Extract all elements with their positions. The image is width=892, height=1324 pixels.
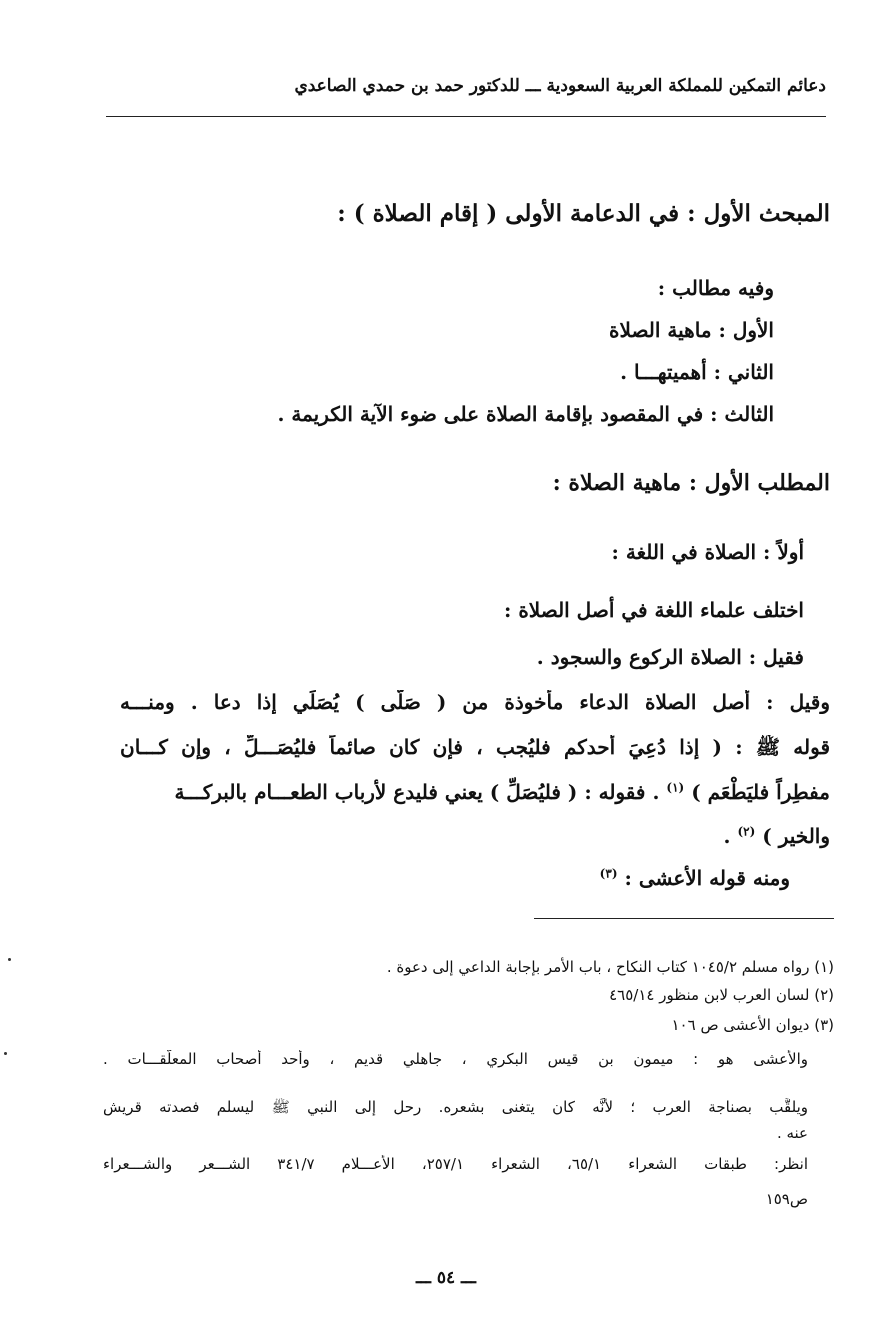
subsection-heading: المطلب الأول : ماهية الصلاة : (552, 470, 830, 496)
footnote: (١) رواه مسلم ١٠٤٥/٢ كتاب النكاح ، باب الأمر بإجابة الداعي إلى دعوة . (386, 958, 834, 976)
footnote-mark: (٢) (737, 824, 756, 839)
paragraph-line: اختلف علماء اللغة في أصل الصلاة : (503, 598, 804, 622)
footnote: (٣) ديوان الأعشى ص ١٠٦ (671, 1016, 834, 1034)
quote-text: . فقوله : ( فليُصَلِّ ) يعني فليدع لأرباب الطعـــام بالبركـــة (174, 780, 660, 804)
paragraph-line (130, 824, 830, 848)
paragraph-line: وقيل : أصل الصلاة الدعاء مأخوذة من ( صَلَّى ) يُصَلِّي إذا دعا . ومنـــه (120, 690, 830, 714)
footnote-line: عنه . (776, 1124, 808, 1142)
quote-text: والخير ) (762, 824, 830, 848)
paragraph-line: فقيل : الصلاة الركوع والسجود . (536, 645, 804, 669)
footnote-line: ويلقَّب بصناجة العرب ؛ لأنَّه كان يتغنى بشعره. رحل إلى النبي ﷺ ليسلم فصدته قريش (103, 1098, 808, 1116)
scan-speck (4, 1052, 7, 1055)
paragraph-line (130, 780, 830, 804)
paragraph-line: قوله ﷺ : ( إذا دُعِيَ أحدكم فليُجب ، فإن كان صائماً فليُصَـــلِّ ، وإن كـــان (120, 735, 830, 759)
footnote-line: ص١٥٩ (765, 1190, 808, 1208)
footnote-line: انظر: طبقات الشعراء ٦٥/١، الشعراء ٢٥٧/١، الأعـــلام ٣٤١/٧ الشـــعر والشـــعراء (103, 1155, 808, 1173)
topic-item: الأول : ماهية الصلاة (609, 318, 774, 342)
footnote-mark: (١) (666, 780, 685, 795)
quote-text: ومنه قوله الأعشى : (624, 866, 790, 890)
topics-intro: وفيه مطالب : (657, 276, 774, 300)
topic-item: الثالث : في المقصود بإقامة الصلاة على ضوء الآية الكريمة . (277, 402, 774, 426)
quote-text: . (723, 824, 731, 848)
footnote: (٢) لسان العرب لابن منظور ٤٦٥/١٤ (609, 986, 834, 1004)
running-header: دعائم التمكين للمملكة العربية السعودية ـــ للدكتور حمد بن حمدي الصاعدي (294, 76, 826, 96)
footnote-mark: (٣) (599, 866, 618, 881)
page-number: ـــ ٥٤ ـــ (415, 1268, 476, 1288)
paragraph-line (90, 866, 790, 890)
point-heading: أولاً : الصلاة في اللغة : (611, 540, 804, 564)
section-heading: المبحث الأول : في الدعامة الأولى ( إقام الصلاة ) : (337, 200, 830, 227)
topic-item: الثاني : أهميتهـــا . (620, 360, 774, 384)
quote-text: مفطِراً فليَطْعَم ) (691, 780, 830, 804)
footnote-line: والأعشى هو : ميمون بن قيس البكري ، جاهلي قديم ، وأحد أصحاب المعلَّقـــات . (103, 1050, 808, 1068)
header-rule (106, 116, 826, 117)
scan-speck (8, 958, 11, 961)
footnote-rule (534, 918, 834, 919)
